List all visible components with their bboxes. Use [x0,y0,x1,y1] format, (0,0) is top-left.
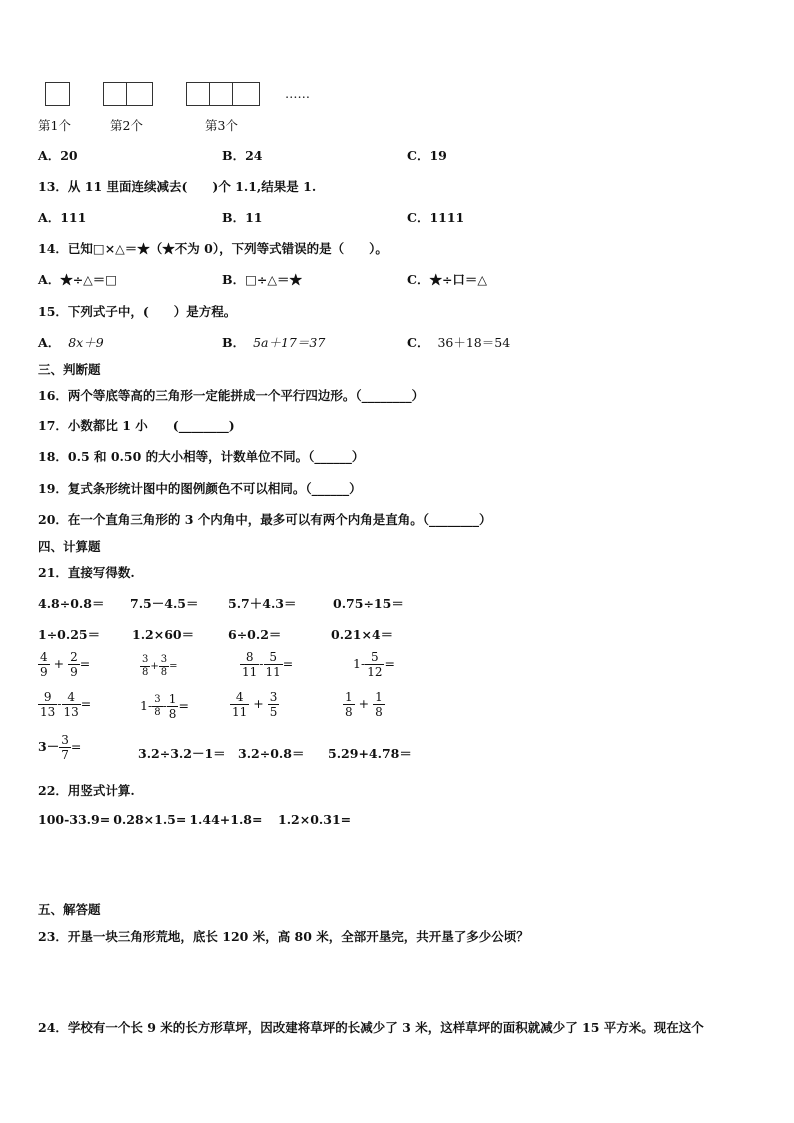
calc-r2-4: 0.21×4＝ [331,627,394,642]
q14-option-b: B．□÷△＝★ [222,272,302,287]
q23-text: 23．开垦一块三角形荒地，底长 120 米，高 80 米，全部开垦完，共开垦了多少公顷？ [38,929,529,944]
q19-text: 19．复式条形统计图中的图例颜色不可以相同。（______） [38,481,362,496]
section-3-heading: 三、判断题 [38,362,101,377]
q22-item-1: 100-33.9= [38,812,111,827]
frac-expr-7: $\frac{4}{11}$ + $\frac{3}{5}$ [232,690,278,719]
q17-text: 17．小数都比 1 小 (________) [38,418,235,433]
calc-r2-1: 1÷0.25＝ [38,627,101,642]
q22-items [38,812,262,827]
q13-text: 13．从 11 里面连续减去( )个 1.1,结果是 1. [38,179,317,194]
frac-expr-2: $\frac{3}{8}$ + $\frac{3}{8}$ = [142,654,178,678]
q14-option-c: C．★÷口＝△ [407,272,488,287]
frac-expr-9: 3－ $\frac{3}{7}$ = [38,733,82,762]
q12-option-a: A．20 [38,148,78,163]
frac-expr-1: $\frac{4}{9}$ + $\frac{2}{9}$ = [40,650,91,679]
frac-expr-5: $\frac{9}{13}$ - $\frac{4}{13}$ = [40,690,92,719]
q22-item-2: 0.28×1.5= [113,812,187,827]
q14-text: 14．已知□×△＝★（★不为 0），下列等式错误的是（ ）。 [38,241,388,256]
calc-r1-4: 0.75÷15＝ [333,596,404,611]
section-5-heading: 五、解答题 [38,902,101,917]
q15-option-b-expr: 5a＋17＝37 [253,335,326,350]
q22-item-4: 1.2×0.31= [278,812,352,827]
calc-r2-3: 6÷0.2＝ [228,627,282,642]
q13-option-a: A．111 [38,210,87,225]
figure-box-2 [103,82,153,106]
q21-title: 21．直接写得数. [38,565,135,580]
q12-option-b: B．24 [222,148,263,163]
q16-text: 16．两个等底等高的三角形一定能拼成一个平行四边形。（________） [38,388,425,403]
q14-option-a: A．★÷△＝□ [38,272,118,287]
calc-r5-2: 3.2÷3.2－1＝ [138,746,226,761]
q22-item-3: 1.44+1.8= [189,812,263,827]
frac-expr-6: 1- $\frac{3}{8}$ - $\frac{1}{8}$ = [140,692,189,721]
q15-option-c [407,333,510,351]
calc-r5-3: 3.2÷0.8＝ [238,746,305,761]
section-4-heading: 四、计算题 [38,539,101,554]
frac-expr-8: $\frac{1}{8}$ + $\frac{1}{8}$ [345,690,383,719]
calc-r1-1: 4.8÷0.8＝ [38,596,105,611]
calc-r1-2: 7.5－4.5＝ [130,596,199,611]
q22-title: 22．用竖式计算. [38,783,135,798]
figure-label-2: 第2个 [110,118,143,133]
q24-text: 24．学校有一个长 9 米的长方形草坪，因改建将草坪的长减少了 3 米，这样草坪的面积就减少了 15 平方米。现在这个 [38,1020,704,1035]
frac-expr-3: $\frac{8}{11}$ - $\frac{5}{11}$ = [242,650,294,679]
figure-label-1: 第1个 [38,118,71,133]
frac-expr-4: 1- $\frac{5}{12}$ = [353,650,395,679]
figure-label-3: 第3个 [205,118,238,133]
q15-option-a [38,333,104,351]
calc-r1-3: 5.7＋4.3＝ [228,596,297,611]
q13-option-c: C．1111 [407,210,465,225]
figure-box-1 [45,82,70,106]
calc-r2-2: 1.2×60＝ [132,627,195,642]
q12-option-c: C．19 [407,148,447,163]
q15-text: 15．下列式子中，( ）是方程。 [38,304,237,319]
q13-option-b: B．11 [222,210,263,225]
figure-box-3 [186,82,260,106]
calc-r5-4: 5.29+4.78＝ [328,746,412,761]
q15-option-a-expr: 8x＋9 [68,335,104,350]
q18-text: 18．0.5 和 0.50 的大小相等，计数单位不同。（______） [38,449,365,464]
q15-option-c-letter: C． [407,335,430,350]
q15-option-a-letter: A． [38,335,61,350]
figure-ellipsis: …… [285,86,310,101]
q15-option-c-expr: 36＋18＝54 [437,335,511,350]
q20-text: 20．在一个直角三角形的 3 个内角中，最多可以有两个内角是直角。（________） [38,512,492,527]
q15-option-b-letter: B． [222,335,246,350]
q15-option-b [222,333,325,351]
